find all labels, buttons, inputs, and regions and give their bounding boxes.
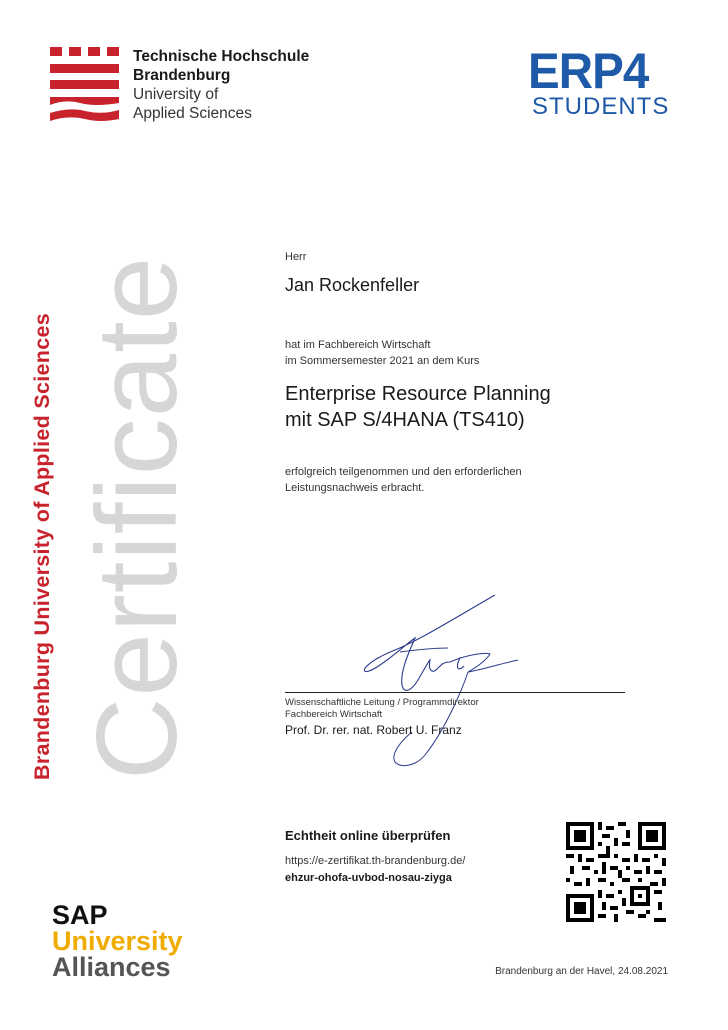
signatory-title-line1: Wissenschaftliche Leitung / Programmdirektor	[285, 697, 479, 708]
signatory-name: Prof. Dr. rer. nat. Robert U. Franz	[285, 723, 462, 737]
intro-text	[285, 337, 479, 369]
intro-line1: hat im Fachbereich Wirtschaft	[285, 339, 431, 351]
certificate-watermark: Certificate	[74, 255, 201, 780]
institution-name-line2: Brandenburg	[133, 67, 231, 84]
vertical-institution-title: Brandenburg University of Applied Sciences	[30, 313, 54, 780]
salutation: Herr	[285, 251, 307, 263]
erp4-students-logo	[528, 45, 668, 123]
intro-line2: im Sommersemester 2021 an dem Kurs	[285, 355, 480, 367]
erp4-logo-text: ERP4	[528, 43, 649, 99]
course-title	[285, 381, 551, 433]
course-title-line2: mit SAP S/4HANA (TS410)	[285, 409, 525, 431]
verification-code: ehzur-ohofa-uvbod-nosau-ziyga	[285, 872, 452, 884]
signature-line	[285, 692, 625, 693]
institution-name-line1: Technische Hochschule	[133, 48, 310, 65]
sap-logo-line1: SAP	[52, 900, 108, 930]
sap-university-alliances-logo	[52, 902, 183, 980]
recipient-name: Jan Rockenfeller	[285, 275, 420, 295]
course-title-line1: Enterprise Resource Planning	[285, 383, 551, 405]
institution-name-line4: Applied Sciences	[133, 105, 252, 122]
result-line2: Leistungsnachweis erbracht.	[285, 482, 425, 494]
verification-title: Echtheit online überprüfen	[285, 828, 451, 843]
verification-url-link[interactable]: https://e-zertifikat.th-brandenburg.de/	[285, 855, 466, 867]
handwritten-signature	[340, 590, 540, 770]
sap-logo-line3: Alliances	[52, 952, 171, 982]
signatory-title	[285, 697, 479, 721]
place-and-date: Brandenburg an der Havel, 24.08.2021	[495, 966, 668, 977]
institution-name-line3: University of	[133, 86, 219, 103]
erp4-logo-subtext: STUDENTS	[532, 93, 670, 120]
qr-code-icon[interactable]	[566, 822, 666, 922]
result-text	[285, 464, 522, 496]
sap-logo-line2: University	[52, 926, 183, 956]
result-line1: erfolgreich teilgenommen und den erforderlichen	[285, 466, 522, 478]
th-brandenburg-mark-icon	[50, 47, 120, 122]
signatory-title-line2: Fachbereich Wirtschaft	[285, 709, 383, 720]
